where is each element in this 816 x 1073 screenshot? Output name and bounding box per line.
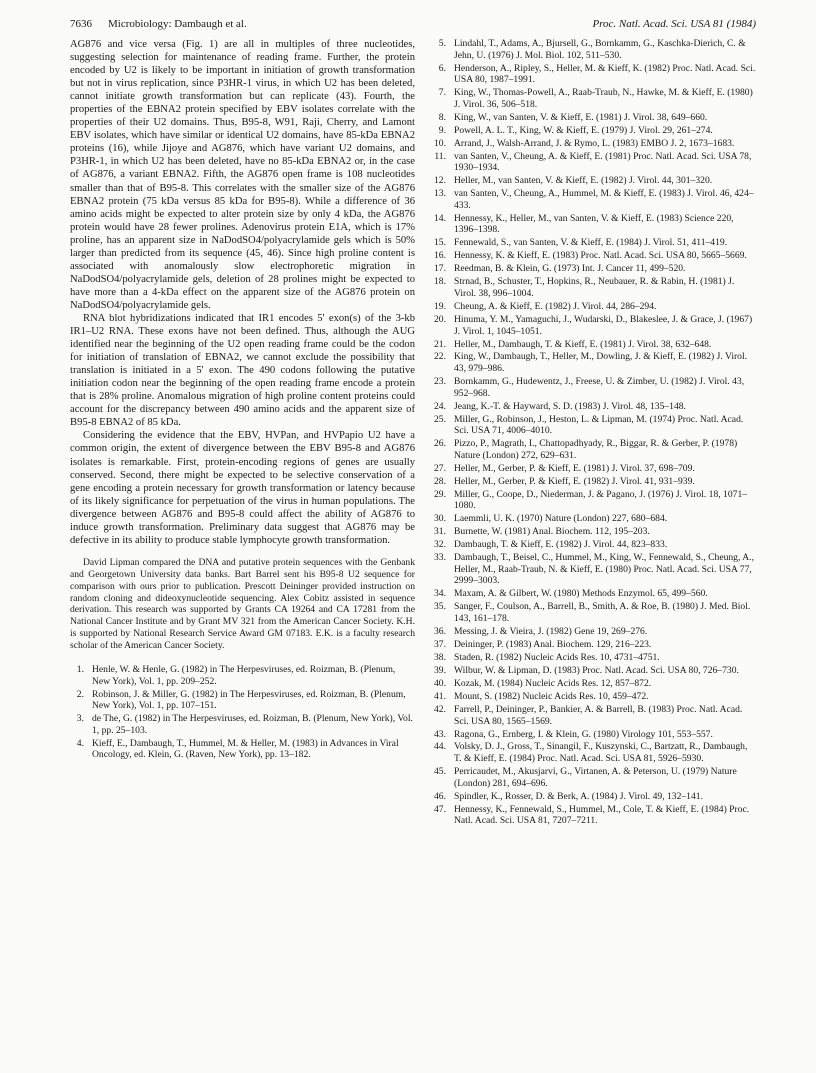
reference-text: Kozak, M. (1984) Nucleic Acids Res. 12, 857–872. — [454, 677, 652, 689]
reference-text: Sanger, F., Coulson, A., Barrell, B., Smith, A. & Roe, B. (1980) J. Med. Biol. 143, 161–178. — [454, 601, 751, 625]
page-number: 7636 — [70, 18, 92, 30]
reference-item — [432, 665, 756, 677]
reference-number: 45. — [434, 766, 446, 778]
reference-number: 19. — [434, 300, 446, 312]
reference-number: 40. — [434, 677, 446, 689]
reference-text: Burnette, W. (1981) Anal. Biochem. 112, 195–203. — [454, 526, 650, 538]
reference-item — [432, 791, 756, 803]
reference-text: Perricaudet, M., Akusjarvi, G., Virtanen, A. & Peterson, U. (1979) Nature (London) 281, 694–696. — [454, 766, 737, 789]
reference-number: 11. — [434, 150, 446, 162]
reference-text: Dambaugh, T. & Kieff, E. (1982) J. Virol. 44, 823–833. — [454, 539, 668, 551]
reference-text: Kieff, E., Dambaugh, T., Hummel, M. & Heller, M. (1983) in Advances in Viral Oncology, ed. Klein, G. (Raven, New York), pp. 13–182. — [92, 737, 399, 761]
reference-number: 36. — [434, 626, 446, 638]
reference-text: Heller, M., Gerber, P. & Kieff, E. (1981) J. Virol. 37, 698–709. — [454, 462, 695, 474]
reference-number: 31. — [434, 526, 446, 538]
journal-section: Microbiology: Dambaugh et al. — [108, 18, 247, 30]
reference-text: Jeang, K.-T. & Hayward, S. D. (1983) J. Virol. 48, 135–148. — [454, 400, 686, 412]
reference-item — [432, 526, 756, 538]
reference-number: 33. — [434, 552, 446, 564]
reference-item — [432, 263, 756, 275]
reference-item — [70, 738, 415, 761]
reference-text: Heller, M., Gerber, P. & Kieff, E. (1982) J. Virol. 41, 931–939. — [454, 475, 695, 487]
reference-item — [432, 766, 756, 789]
reference-item — [432, 314, 756, 337]
reference-item — [432, 678, 756, 690]
reference-number: 6. — [438, 62, 446, 74]
reference-number: 41. — [434, 690, 446, 702]
reference-text: Arrand, J., Walsh-Arrand, J. & Rymo, L. (1983) EMBO J. 2, 1673–1683. — [454, 137, 735, 149]
reference-item — [432, 401, 756, 413]
reference-number: 37. — [434, 639, 446, 650]
body-paragraph: RNA blot hybridizations indicated that IR1 encodes 5' exon(s) of the 3-kb IR1–U2 RNA. These exons have not been defined. Thus, although the AUG identified near the beginning of the U2 open reading frame could be the codon for initiation of translation of EBNA2, we cannot exclude the possibility that translation is initiated in a 5' exon. The 490 codons following the putative initiation codon near the beginning of the open reading frame encode a protein that is 28% proline. Anomalous migration of high proline content proteins could account for the discrepancy between 490 amino acids and the apparent size of B95-8 EBNA2 of 85 kDa. — [70, 312, 415, 429]
reference-item — [432, 339, 756, 351]
reference-text: Pizzo, P., Magrath, I., Chattopadhyady, R., Biggar, R. & Gerber, P. (1978) Nature (London) 272, 629–631. — [454, 438, 738, 461]
reference-text: Hennessy, K. & Kieff, E. (1983) Proc. Natl. Acad. Sci. USA 80, 5665–5669. — [454, 250, 747, 262]
reference-text: Volsky, D. J., Gross, T., Sinangil, F., Kuszynski, C., Bartzatt, R., Dambaugh, T. & Kieff, E. (1984) Proc. Natl. Acad. Sci. USA 81, 5926–5930. — [454, 741, 748, 765]
reference-text: Miller, G., Robinson, J., Heston, L. & Lipman, M. (1974) Proc. Natl. Acad. Sci. USA 71, 4006–4010. — [454, 413, 744, 437]
reference-text: Cheung, A. & Kieff, E. (1982) J. Virol. 44, 286–294. — [454, 300, 657, 312]
reference-text: Hennessy, K., Heller, M., van Santen, V. & Kieff, E. (1983) Science 220, 1396–1398. — [454, 212, 734, 236]
reference-number: 9. — [438, 124, 446, 136]
reference-text: Ragona, G., Ernberg, I. & Klein, G. (1980) Virology 101, 553–557. — [454, 728, 713, 740]
reference-number: 46. — [434, 790, 446, 802]
reference-number: 38. — [434, 651, 446, 663]
reference-text: de The, G. (1982) in The Herpesviruses, ed. Roizman, B. (Plenum, New York), Vol. 1, pp. 25–103. — [92, 713, 413, 736]
reference-text: Hinuma, Y. M., Yamaguchi, J., Wudarski, D., Blakeslee, J. & Grace, J. (1967) J. Virol. 1, 1045–1051. — [454, 313, 753, 337]
body-paragraph: AG876 and vice versa (Fig. 1) are all in multiples of three nucleotides, suggesting selection for maintenance of reading frame. Further, the protein encoded by U2 is likely to be important in initiation of growth transformation but not in virus replication, since P3HR-1 virus, in which U2 has been deleted, cannot initiate growth transformation but can replicate (43). Fourth, the properties of the EBNA2 protein specified by EBV isolates correlate with the properties of their U2 domains. Thus, B95-8, W91, Raji, Cherry, and Lamont EBV isolates, which have similar or identical U2 domains, have 85-kDa EBNA2 proteins (16), while Jijoye and AG876, which have variant U2 domains, and P3HR-1, in which U2 has been deleted, have no 85-kDa EBNA2 or, in the case of AG876, a variant EBNA2. Fifth, the AG876 open frame is 108 nucleotides smaller than that of B95-8. This correlates with the smaller size of the AG876 EBNA2 protein (75 kDa versus 85 kDa for B95-8). While a difference of 36 amino acids might be expected to alter protein size by only 4 kDa, the AG876 protein would have 28 fewer prolines. Adenovirus protein E1A, which is 17% proline, has an apparent size in NaDodSO4/polyacrylamide gels which is 50% larger than predicted from its sequence (45, 46). Since high proline content is associated with anomalously slow electrophoretic migration in NaDodSO4/polyacrylamide gels, deletion of 28 prolines might be expected to have more than a 4-kDa effect on the apparent size of the AG876 protein on NaDodSO4/polyacrylamide gels. — [70, 39, 415, 311]
reference-item — [432, 250, 756, 262]
reference-item — [432, 652, 756, 664]
reference-number: 32. — [434, 539, 446, 551]
reference-item — [432, 175, 756, 187]
reference-item — [432, 276, 756, 299]
reference-number: 14. — [434, 212, 446, 224]
reference-text: King, W., Dambaugh, T., Heller, M., Dowling, J. & Kieff, E. (1982) J. Virol. 43, 979–986. — [454, 351, 748, 375]
reference-item — [432, 87, 756, 110]
reference-item — [432, 704, 756, 727]
acknowledgment: David Lipman compared the DNA and putative protein sequences with the Genbank and Georgetown University data banks. Bart Barrel sent his B95-8 U2 sequence for comparison with ours prior to publication. Prescott Deininger provided instruction on random cloning and dideoxynucleotide sequencing. Alex Cobitz assisted in sequence derivation. This research was supported by Grants CA 19264 and CA 17281 from the National Cancer Institute and by Grant MV 321 from the American Cancer Society. K.H. is supported by National Research Service Award GM 07183. E.K. is a faculty research scholar of the American Cancer Society. — [70, 556, 415, 652]
reference-item — [432, 489, 756, 512]
reference-text: Farrell, P., Deininger, P., Bankier, A. & Barrell, B. (1983) Proc. Natl. Acad. Sci. USA 80, 1565–1569. — [454, 703, 743, 727]
reference-item — [432, 112, 756, 124]
reference-item — [70, 664, 415, 687]
reference-text: Heller, M., Dambaugh, T. & Kieff, E. (1981) J. Virol. 38, 632–648. — [454, 338, 712, 350]
reference-item — [432, 804, 756, 827]
reference-text: Hennessy, K., Fennewald, S., Hummel, M., Cole, T. & Kieff, E. (1984) Proc. Natl. Acad. Sci. USA 81, 7207–7211. — [454, 803, 750, 827]
reference-number: 1. — [76, 664, 84, 676]
reference-text: Heller, M., van Santen, V. & Kieff, E. (1982) J. Virol. 44, 301–320. — [454, 175, 713, 187]
reference-text: King, W., Thomas-Powell, A., Raab-Traub, N., Hawke, M. & Kieff, E. (1980) J. Virol. 36, 506–518. — [454, 87, 753, 110]
reference-number: 7. — [438, 87, 446, 99]
reference-number: 22. — [434, 351, 446, 363]
reference-text: Bornkamm, G., Hudewentz, J., Freese, U. & Zimber, U. (1982) J. Virol. 43, 952–968. — [454, 376, 745, 399]
reference-text: Deininger, P. (1983) Anal. Biochem. 129, 216–223. — [454, 639, 652, 650]
reference-number: 23. — [434, 376, 446, 388]
reference-item — [432, 301, 756, 313]
reference-number: 26. — [434, 438, 446, 450]
reference-item — [432, 438, 756, 461]
body-paragraph: Considering the evidence that the EBV, HVPan, and HVPapio U2 have a common origin, the extent of divergence between the EBV B95-8 and AG876 isolates is remarkable. First, protein-encoding regions of genes are usually conserved. Second, there might be expected to be selective conservation of a gene encoding a protein necessary for growth transformation or latency because of its likely significance for perpetuation of the virus in human populations. The divergence between AG876 and B95-8 could affect the ability of AG876 to induce growth transformation. Preliminary data suggest that AG876 may be defective in its ability to produce stable lymphocyte growth transformation. — [70, 430, 415, 546]
reference-item — [432, 414, 756, 437]
reference-text: Maxam, A. & Gilbert, W. (1980) Methods Enzymol. 65, 499–560. — [454, 588, 708, 600]
reference-item — [432, 376, 756, 399]
reference-number: 44. — [434, 741, 446, 753]
reference-number: 2. — [76, 688, 84, 700]
reference-number: 20. — [434, 313, 446, 325]
reference-item — [432, 351, 756, 374]
reference-text: Henle, W. & Henle, G. (1982) in The Herpesviruses, ed. Roizman, B. (Plenum, New York), Vol. 1, pp. 209–252. — [92, 664, 396, 687]
reference-number: 5. — [438, 38, 446, 49]
reference-number: 42. — [434, 703, 446, 715]
reference-item — [70, 713, 415, 736]
reference-text: Staden, R. (1982) Nucleic Acids Res. 10, 4731–4751. — [454, 651, 660, 663]
reference-text: van Santen, V., Cheung, A., Hummel, M. & Kieff, E. (1983) J. Virol. 46, 424–433. — [454, 188, 754, 211]
reference-item — [432, 552, 756, 587]
running-header — [70, 14, 756, 34]
reference-item — [432, 138, 756, 150]
reference-text: Lindahl, T., Adams, A., Bjursell, G., Bornkamm, G., Kaschka-Dierich, C. & Jehn, U. (1976) J. Mol. Biol. 102, 511–530. — [454, 38, 746, 61]
reference-item — [432, 741, 756, 764]
reference-text: Miller, G., Coope, D., Niederman, J. & Pagano, J. (1976) J. Virol. 18, 1071–1080. — [454, 488, 748, 512]
reference-item — [432, 38, 756, 61]
reference-number: 27. — [434, 462, 446, 474]
reference-item — [432, 237, 756, 249]
reference-number: 30. — [434, 513, 446, 525]
reference-text: van Santen, V., Cheung, A. & Kieff, E. (1981) Proc. Natl. Acad. Sci. USA 78, 1930–1934. — [454, 150, 752, 174]
right-column — [432, 38, 756, 828]
reference-item — [432, 691, 756, 703]
reference-number: 34. — [434, 588, 446, 600]
reference-item — [432, 601, 756, 624]
reference-item — [432, 639, 756, 651]
reference-text: Strnad, B., Schuster, T., Hopkins, R., Neubauer, R. & Rabin, H. (1981) J. Virol. 38, 996–1004. — [454, 276, 735, 299]
reference-text: Laemmli, U. K. (1970) Nature (London) 227, 680–684. — [454, 513, 668, 525]
reference-number: 28. — [434, 475, 446, 487]
reference-text: Robinson, J. & Miller, G. (1982) in The Herpesviruses, ed. Roizman, B. (Plenum, New York), Vol. 1, pp. 107–151. — [92, 688, 406, 712]
reference-item — [432, 213, 756, 236]
reference-item — [432, 513, 756, 525]
reference-item — [432, 63, 756, 86]
left-column — [70, 38, 415, 762]
reference-number: 43. — [434, 728, 446, 740]
reference-number: 39. — [434, 664, 446, 676]
reference-number: 16. — [434, 250, 446, 262]
reference-text: Powell, A. L. T., King, W. & Kieff, E. (1979) J. Virol. 29, 261–274. — [454, 124, 713, 136]
reference-text: Henderson, A., Ripley, S., Heller, M. & Kieff, K. (1982) Proc. Natl. Acad. Sci. USA 80, 1987–1991. — [454, 62, 756, 86]
reference-item — [432, 476, 756, 488]
reference-text: Fennewald, S., van Santen, V. & Kieff, E. (1984) J. Virol. 51, 411–419. — [454, 237, 728, 249]
reference-text: Messing, J. & Vieira, J. (1982) Gene 19, 269–276. — [454, 626, 648, 638]
reference-number: 8. — [438, 111, 446, 123]
reference-number: 4. — [76, 737, 84, 749]
reference-number: 17. — [434, 263, 446, 275]
reference-number: 3. — [76, 713, 84, 725]
reference-number: 25. — [434, 413, 446, 425]
reference-number: 47. — [434, 803, 446, 815]
reference-item — [432, 626, 756, 638]
journal-reference: Proc. Natl. Acad. Sci. USA 81 (1984) — [592, 18, 756, 30]
reference-number: 10. — [434, 137, 446, 149]
reference-number: 12. — [434, 175, 446, 187]
reference-item — [432, 588, 756, 600]
reference-list-right — [432, 38, 756, 827]
reference-item — [432, 729, 756, 741]
reference-text: Dambaugh, T., Beisel, C., Hummel, M., King, W., Fennewald, S., Cheung, A., Heller, M., Raab-Traub, N. & Kieff, E. (1980) Proc. Natl. Acad. Sci. USA 77, 2999–3003. — [454, 552, 754, 587]
reference-item — [432, 188, 756, 211]
reference-item — [432, 539, 756, 551]
reference-text: Wilbur, W. & Lipman, D. (1983) Proc. Natl. Acad. Sci. USA 80, 726–730. — [454, 664, 739, 676]
reference-number: 13. — [434, 188, 446, 200]
reference-text: Mount, S. (1982) Nucleic Acids Res. 10, 459–472. — [454, 690, 649, 702]
reference-text: King, W., van Santen, V. & Kieff, E. (1981) J. Virol. 38, 649–660. — [454, 111, 708, 123]
reference-number: 15. — [434, 237, 446, 249]
reference-number: 29. — [434, 488, 446, 500]
reference-text: Spindler, K., Rosser, D. & Berk, A. (1984) J. Virol. 49, 132–141. — [454, 790, 703, 802]
reference-item — [432, 151, 756, 174]
reference-item — [432, 463, 756, 475]
reference-item — [432, 125, 756, 137]
reference-list-left — [70, 664, 415, 761]
reference-number: 35. — [434, 601, 446, 613]
reference-number: 21. — [434, 338, 446, 350]
reference-item — [70, 689, 415, 712]
reference-number: 18. — [434, 276, 446, 288]
reference-number: 24. — [434, 400, 446, 412]
reference-text: Reedman, B. & Klein, G. (1973) Int. J. Cancer 11, 499–520. — [454, 263, 686, 275]
